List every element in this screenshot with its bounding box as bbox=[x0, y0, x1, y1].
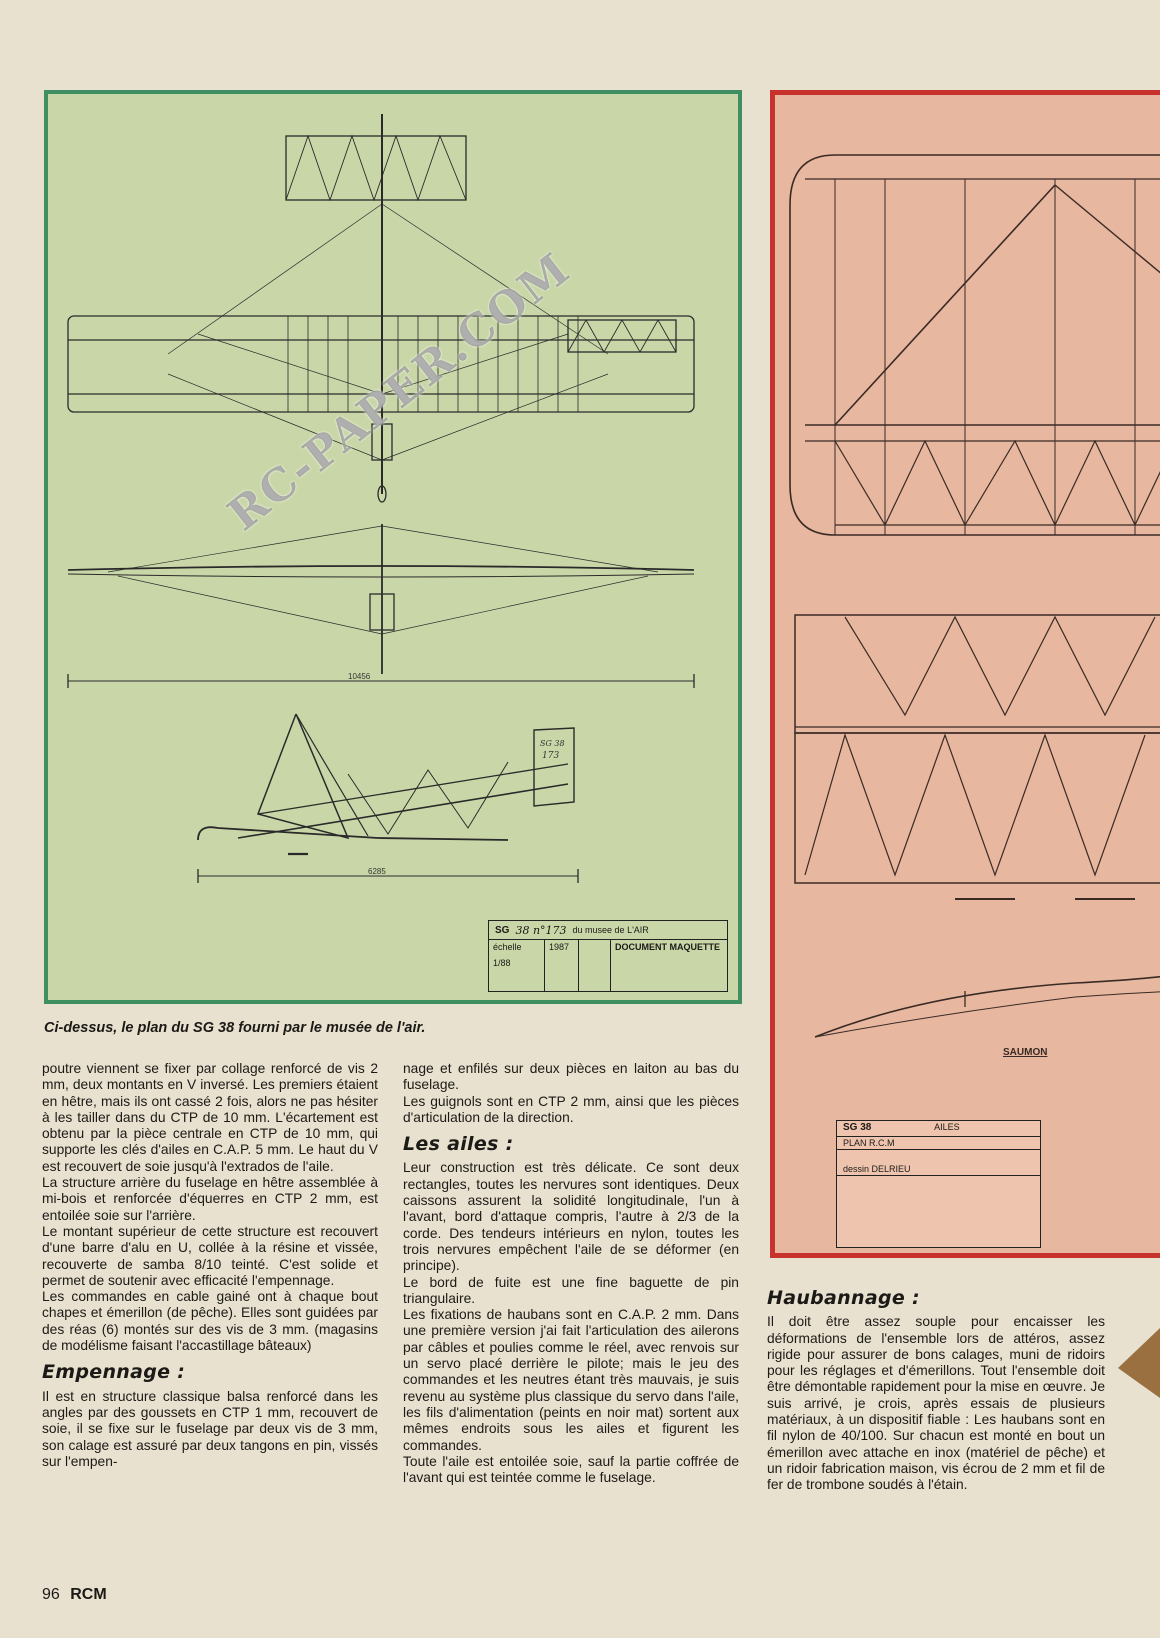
paragraph: nage et enfilés sur deux pièces en laiton au bas du fuselage. bbox=[403, 1061, 739, 1093]
tb-scale-value: 1/88 bbox=[493, 958, 511, 968]
tb-model: SG bbox=[495, 924, 510, 936]
paragraph: poutre viennent se fixer par collage renforcé de vis 2 mm, deux montants en V inversé. Les premiers étaient en hêtre, mais ils ont cassé 2 fois, alors ne pas hésiter à les tailler dans du CTP de 10 mm. L'écartement est obtenu par la pièce centrale en CTP de 10 mm, qui supporte les clés d'ailes en C.A.P. 5 mm. Le haut du V est recouvert de soie jusqu'à l'extrados de l'aile. bbox=[42, 1061, 378, 1174]
paragraph: Les guignols sont en CTP 2 mm, ainsi que les pièces d'articulation de la direction. bbox=[403, 1093, 739, 1125]
heading-empennage: Empennage : bbox=[42, 1361, 186, 1384]
wing-plan-panel bbox=[770, 90, 1160, 1258]
paragraph: Le bord de fuite est une fine baguette de pin triangulaire. bbox=[403, 1274, 739, 1306]
museum-plan-panel bbox=[44, 90, 742, 1004]
text-column-1 bbox=[42, 1061, 378, 1470]
wing-structure-drawing bbox=[775, 95, 1160, 1255]
tailplane-outline bbox=[286, 136, 466, 200]
wing-plan-titleblock bbox=[836, 1120, 1041, 1248]
tb2-author: dessin DELRIEU bbox=[837, 1163, 1040, 1176]
tail-marking: SG 38 bbox=[540, 739, 565, 748]
tb-scale-label: échelle bbox=[493, 942, 522, 952]
text-column-3 bbox=[767, 1287, 1105, 1494]
paragraph: Il est en structure classique balsa renforcé dans les angles par des goussets en CTP 1 mm, recouvert de soie, il se fixe sur le fuselage par deux vis de 3 mm, son calage est assuré par deux tangons en pin, vissés sur l'empen- bbox=[42, 1388, 378, 1469]
paragraph: Le montant supérieur de cette structure est recouvert d'une barre d'alu en U, collée à la résine et vissée, recouverte de samba 8/10 teinté. C'est solide et permet de soutenir avec efficacité l'empennage. bbox=[42, 1223, 378, 1288]
paragraph: Il doit être assez souple pour encaisser les déformations de l'ensemble lors de attéros, assez rigide pour assurer de bons calages, muni de ridoirs pour les réglages et d'émerillons. Tout l'ensemble doit être démontable rapidement pour la mise en œuvre. Je suis arrivé, je crois, après essais de plusieurs matériaux, à un dispositif fiable : Les haubans sont en fil nylon de 40/100. Sur chacun est monté en bout un émerillon avec attache en inox (matériel de pêche) et un ridoir fabrication maison, vis écrou de 2 mm et fil de fer de trombone soudés à l'étain. bbox=[767, 1314, 1105, 1493]
tb-year: 1987 bbox=[545, 940, 579, 992]
span-dimension: 10456 bbox=[348, 672, 371, 681]
text-column-2 bbox=[403, 1061, 739, 1486]
paragraph: Les fixations de haubans sont en C.A.P. 2 mm. Dans une première version j'ai fait l'articulation des ailerons par câbles et poulies comme le réel, avec renvois sur un servo placé derrière le pilote; mais le jeu des commandes et les neutres étant très mauvais, je suis revenu au système plus classique du servo dans l'aile, les fils d'alimentation (peints en noir mat) sortent aux mêmes endroits sous les ailes et figurent les commandes. bbox=[403, 1307, 739, 1453]
tb2-model: SG 38 bbox=[843, 1122, 872, 1133]
page-footer bbox=[42, 1586, 107, 1604]
tail-number: 173 bbox=[542, 751, 560, 761]
paragraph: Les commandes en cable gainé ont à chaque bout chapes et émerillon (de pêche). Elles sont guidées par des réas (6) montés sur des vis de 3 mm. (magasins de modélisme faisant l'accastillage bâteaux) bbox=[42, 1289, 378, 1354]
tb-source: du musee de L'AIR bbox=[572, 925, 649, 935]
magazine-name: RCM bbox=[70, 1586, 107, 1603]
figure-caption: Ci-dessus, le plan du SG 38 fourni par le musée de l'air. bbox=[44, 1020, 426, 1036]
glider-three-view-drawing bbox=[48, 94, 738, 1000]
museum-titleblock bbox=[488, 920, 728, 992]
tb-model-number: 38 n°173 bbox=[515, 923, 567, 937]
watermark-text: RC-PAPER.COM bbox=[218, 243, 581, 541]
paragraph: Toute l'aile est entoilée soie, sauf la partie coffrée de l'avant qui est teintée comme le fuselage. bbox=[403, 1453, 739, 1486]
tb-document: DOCUMENT MAQUETTE bbox=[615, 942, 720, 952]
paragraph: Leur construction est très délicate. Ce sont deux rectangles, toutes les nervures sont identiques. Deux caissons assurent la solidité longitudinale, l'un à l'avant, bord d'attaque compris, l'autre à 2/3 de la corde. Des tendeurs intérieurs en nylon, toutes les trois nervures empêchent l'aile de se déformer (en principe). bbox=[403, 1160, 739, 1274]
heading-haubannage: Haubannage : bbox=[767, 1287, 920, 1309]
heading-ailes: Les ailes : bbox=[403, 1133, 514, 1156]
tb2-plan: PLAN R.C.M bbox=[837, 1137, 1040, 1150]
tb2-part: AILES bbox=[934, 1122, 960, 1132]
length-dimension: 6285 bbox=[368, 867, 386, 876]
page-number: 96 bbox=[42, 1586, 60, 1603]
saumon-label: SAUMON bbox=[1003, 1047, 1048, 1058]
paragraph: La structure arrière du fuselage en hêtre assemblée à mi-bois et renforcée d'équerres en CTP 2 mm, est entoilée soie sur l'arrière. bbox=[42, 1175, 378, 1223]
photo-edge bbox=[1118, 1328, 1160, 1398]
